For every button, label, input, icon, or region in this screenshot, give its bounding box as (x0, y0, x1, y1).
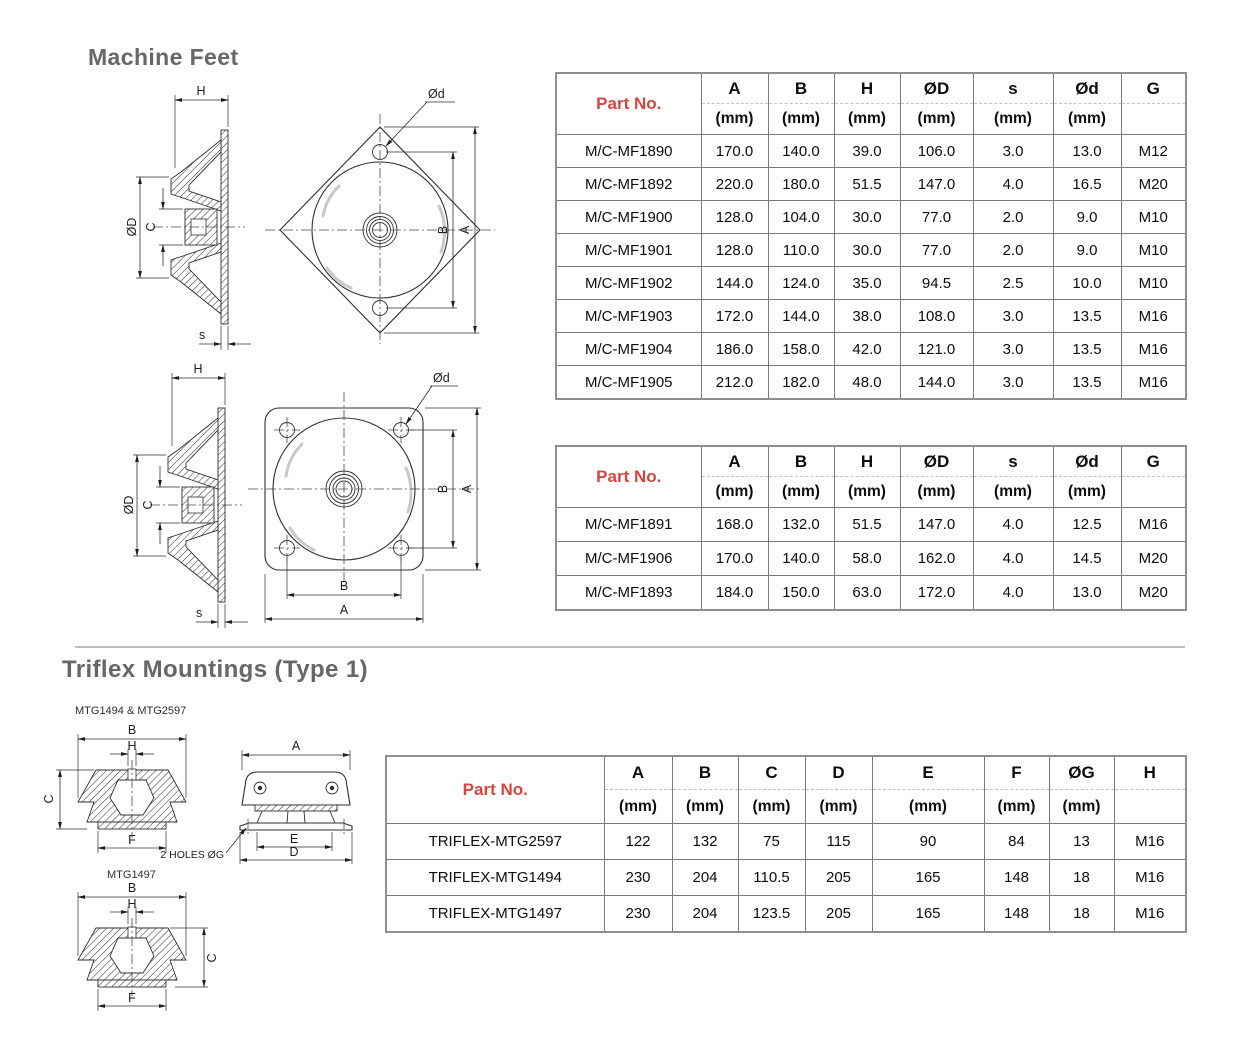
column-label: G (1146, 452, 1160, 471)
column-header (805, 756, 872, 824)
value-cell: 205 (805, 860, 872, 896)
value-cell: M10 (1121, 234, 1186, 267)
value-cell: 4.0 (973, 542, 1053, 576)
column-unit: (mm) (974, 476, 1053, 507)
column-unit: (mm) (673, 789, 738, 823)
value-cell: 18 (1049, 860, 1114, 896)
part-no-cell: M/C-MF1903 (556, 300, 701, 333)
column-header (672, 756, 738, 824)
column-label: F (1011, 763, 1022, 782)
column-header (1121, 73, 1186, 135)
column-header (701, 73, 768, 135)
value-cell: 3.0 (973, 333, 1053, 366)
column-label: H (860, 79, 874, 98)
value-cell: 230 (604, 860, 672, 896)
column-label: B (794, 452, 808, 471)
dim-label-b: B (436, 484, 450, 494)
table-row (556, 508, 1186, 542)
part-no-cell: TRIFLEX-MTG2597 (386, 824, 604, 860)
machine-foot-oval-top-view (265, 87, 495, 344)
triflex-caption-top: MTG1494 & MTG2597 (75, 705, 187, 717)
column-unit: (mm) (806, 789, 872, 823)
part-no-cell: M/C-MF1900 (556, 201, 701, 234)
column-header (1049, 756, 1114, 824)
dim-label-h2: H (127, 897, 137, 911)
value-cell: 144.0 (768, 300, 834, 333)
part-no-header: Part No. (556, 446, 701, 508)
column-unit: (mm) (769, 476, 834, 507)
value-cell: 12.5 (1053, 508, 1121, 542)
column-label: A (728, 452, 741, 471)
part-no-cell: M/C-MF1904 (556, 333, 701, 366)
holes-note: 2 HOLES ØG (160, 849, 224, 861)
dim-label-s: s (199, 328, 206, 342)
table-row (556, 135, 1186, 168)
value-cell: 144.0 (900, 366, 973, 400)
section-title-triflex: Triflex Mountings (Type 1) (62, 656, 368, 683)
dim-label-f: F (128, 833, 136, 847)
value-cell: 106.0 (900, 135, 973, 168)
value-cell: 115 (805, 824, 872, 860)
column-header (872, 756, 984, 824)
column-header (900, 73, 973, 135)
value-cell: 168.0 (701, 508, 768, 542)
column-label: B (794, 79, 808, 98)
dim-label-od: ØD (125, 217, 139, 237)
value-cell: 58.0 (834, 542, 900, 576)
value-cell: 147.0 (900, 508, 973, 542)
triflex-cross-section-2 (78, 918, 186, 996)
value-cell: 148 (984, 860, 1049, 896)
column-header (738, 756, 805, 824)
part-no-cell: M/C-MF1901 (556, 234, 701, 267)
value-cell: 84 (984, 824, 1049, 860)
value-cell: M16 (1121, 366, 1186, 400)
dim-label-hole-diameter: Ød (433, 371, 450, 385)
dim-label-b2: B (127, 881, 137, 895)
value-cell: M10 (1121, 267, 1186, 300)
column-unit: (mm) (605, 789, 672, 823)
column-unit: (mm) (1054, 476, 1121, 507)
value-cell: 18 (1049, 896, 1114, 933)
value-cell: 128.0 (701, 234, 768, 267)
value-cell: 172.0 (900, 576, 973, 611)
header-row (556, 446, 1186, 508)
value-cell: 128.0 (701, 201, 768, 234)
column-unit: (mm) (769, 103, 834, 134)
part-no-cell: M/C-MF1905 (556, 366, 701, 400)
value-cell: 170.0 (701, 135, 768, 168)
value-cell: 121.0 (900, 333, 973, 366)
value-cell: 230 (604, 896, 672, 933)
column-unit (1122, 476, 1186, 507)
value-cell: 39.0 (834, 135, 900, 168)
value-cell: 110.0 (768, 234, 834, 267)
machine-feet-table-1 (555, 72, 1185, 400)
value-cell: 14.5 (1053, 542, 1121, 576)
section-divider (75, 646, 1185, 648)
value-cell: 170.0 (701, 542, 768, 576)
dim-label-b-bottom: B (339, 579, 349, 593)
value-cell: M16 (1121, 333, 1186, 366)
part-no-cell: M/C-MF1891 (556, 508, 701, 542)
column-label: s (1008, 79, 1018, 98)
column-label: E (922, 763, 934, 782)
machine-foot-side-view-copy (122, 362, 248, 628)
column-label: D (832, 763, 845, 782)
value-cell: 132 (672, 824, 738, 860)
value-cell: 38.0 (834, 300, 900, 333)
column-header (834, 73, 900, 135)
value-cell: 13.5 (1053, 366, 1121, 400)
value-cell: 2.0 (973, 234, 1053, 267)
column-unit: (mm) (1054, 103, 1121, 134)
column-header (900, 446, 973, 508)
value-cell: 165 (872, 860, 984, 896)
dim-label-c: C (42, 794, 56, 804)
table-row (386, 860, 1186, 896)
value-cell: M20 (1121, 168, 1186, 201)
value-cell: 75 (738, 824, 805, 860)
section-title-machine-feet: Machine Feet (88, 44, 239, 70)
value-cell: M16 (1121, 300, 1186, 333)
value-cell: 77.0 (900, 234, 973, 267)
dim-label-a-bottom: A (339, 603, 349, 617)
value-cell: 186.0 (701, 333, 768, 366)
column-header (768, 446, 834, 508)
value-cell: 10.0 (1053, 267, 1121, 300)
dim-label-d: D (289, 845, 299, 859)
value-cell: 180.0 (768, 168, 834, 201)
column-unit: (mm) (835, 476, 900, 507)
dim-label-c: C (144, 222, 158, 232)
dim-label-hole-diameter: Ød (428, 87, 445, 101)
value-cell: 2.5 (973, 267, 1053, 300)
value-cell: 205 (805, 896, 872, 933)
value-cell: 4.0 (973, 508, 1053, 542)
value-cell: 123.5 (738, 896, 805, 933)
value-cell: 212.0 (701, 366, 768, 400)
column-label: H (860, 452, 874, 471)
value-cell: 144.0 (701, 267, 768, 300)
part-no-header: Part No. (386, 756, 604, 824)
column-unit: (mm) (702, 103, 768, 134)
value-cell: 104.0 (768, 201, 834, 234)
triflex-cross-section (78, 760, 186, 838)
value-cell: 204 (672, 860, 738, 896)
value-cell: 13.5 (1053, 333, 1121, 366)
column-header (1053, 446, 1121, 508)
column-header (973, 73, 1053, 135)
table-row (386, 896, 1186, 933)
value-cell: 94.5 (900, 267, 973, 300)
value-cell: 158.0 (768, 333, 834, 366)
column-header (1114, 756, 1186, 824)
table-row (556, 576, 1186, 611)
value-cell: 63.0 (834, 576, 900, 611)
header-row (556, 73, 1186, 135)
value-cell: M12 (1121, 135, 1186, 168)
value-cell: 13.5 (1053, 300, 1121, 333)
dim-label-a: A (458, 225, 472, 235)
value-cell: 148 (984, 896, 1049, 933)
value-cell: 220.0 (701, 168, 768, 201)
value-cell: 204 (672, 896, 738, 933)
value-cell: 147.0 (900, 168, 973, 201)
dim-label-h: H (196, 84, 206, 98)
part-no-cell: TRIFLEX-MTG1494 (386, 860, 604, 896)
machine-feet-table-2 (555, 445, 1185, 611)
value-cell: 9.0 (1053, 234, 1121, 267)
table-row (556, 267, 1186, 300)
dim-label-a: A (291, 739, 301, 753)
value-cell: M16 (1114, 896, 1186, 933)
column-unit: (mm) (873, 789, 984, 823)
value-cell: 4.0 (973, 576, 1053, 611)
column-header (1053, 73, 1121, 135)
value-cell: M10 (1121, 201, 1186, 234)
table-row (556, 234, 1186, 267)
dim-label-b: B (436, 225, 450, 235)
triflex-side-elevation (160, 739, 352, 864)
value-cell: 108.0 (900, 300, 973, 333)
column-label: G (1146, 79, 1160, 98)
value-cell: 30.0 (834, 201, 900, 234)
column-unit: (mm) (1050, 789, 1114, 823)
dim-label-b: B (127, 723, 137, 737)
value-cell: 13 (1049, 824, 1114, 860)
column-label: Ød (1075, 452, 1099, 471)
value-cell: M16 (1114, 860, 1186, 896)
value-cell: 77.0 (900, 201, 973, 234)
value-cell: 150.0 (768, 576, 834, 611)
part-no-header: Part No. (556, 73, 701, 135)
value-cell: M20 (1121, 542, 1186, 576)
column-label: ØG (1068, 763, 1095, 782)
column-label: Ød (1075, 79, 1099, 98)
value-cell: 172.0 (701, 300, 768, 333)
dim-label-e: E (289, 832, 299, 846)
header-row (386, 756, 1186, 824)
dim-label-f2: F (128, 991, 136, 1005)
part-no-cell: M/C-MF1892 (556, 168, 701, 201)
column-unit: (mm) (985, 789, 1049, 823)
table-row (556, 333, 1186, 366)
machine-foot-side-view (125, 84, 251, 350)
column-label: ØD (923, 452, 950, 471)
value-cell: M16 (1114, 824, 1186, 860)
column-unit: (mm) (739, 789, 805, 823)
machine-foot-oval-drawing (125, 82, 500, 360)
part-no-cell: TRIFLEX-MTG1497 (386, 896, 604, 933)
value-cell: 9.0 (1053, 201, 1121, 234)
value-cell: 124.0 (768, 267, 834, 300)
value-cell: 42.0 (834, 333, 900, 366)
machine-foot-square-top-view (248, 371, 481, 623)
table-row (556, 542, 1186, 576)
value-cell: 13.0 (1053, 135, 1121, 168)
part-no-cell: M/C-MF1906 (556, 542, 701, 576)
column-label: A (728, 79, 741, 98)
part-no-cell: M/C-MF1890 (556, 135, 701, 168)
value-cell: 51.5 (834, 168, 900, 201)
value-cell: 184.0 (701, 576, 768, 611)
column-unit: (mm) (702, 476, 768, 507)
value-cell: 182.0 (768, 366, 834, 400)
value-cell: 132.0 (768, 508, 834, 542)
value-cell: 16.5 (1053, 168, 1121, 201)
column-unit: (mm) (835, 103, 900, 134)
value-cell: M16 (1121, 508, 1186, 542)
value-cell: 162.0 (900, 542, 973, 576)
column-header (984, 756, 1049, 824)
column-unit: (mm) (901, 476, 973, 507)
dim-label-a: A (460, 484, 474, 494)
column-header (1121, 446, 1186, 508)
column-header (834, 446, 900, 508)
triflex-mountings-drawing (30, 698, 382, 1028)
part-no-cell: M/C-MF1893 (556, 576, 701, 611)
column-unit: (mm) (974, 103, 1053, 134)
value-cell: 3.0 (973, 300, 1053, 333)
column-label: s (1008, 452, 1018, 471)
value-cell: 110.5 (738, 860, 805, 896)
dim-label-h: H (127, 739, 137, 753)
value-cell: 140.0 (768, 135, 834, 168)
machine-foot-square-drawing (80, 352, 520, 642)
part-no-cell: M/C-MF1902 (556, 267, 701, 300)
column-label: B (698, 763, 712, 782)
column-label: ØD (923, 79, 950, 98)
column-header (604, 756, 672, 824)
column-unit: (mm) (901, 103, 973, 134)
value-cell: 165 (872, 896, 984, 933)
column-unit (1122, 103, 1186, 134)
value-cell: 122 (604, 824, 672, 860)
value-cell: 2.0 (973, 201, 1053, 234)
value-cell: 51.5 (834, 508, 900, 542)
value-cell: 48.0 (834, 366, 900, 400)
value-cell: M20 (1121, 576, 1186, 611)
value-cell: 35.0 (834, 267, 900, 300)
value-cell: 3.0 (973, 135, 1053, 168)
value-cell: 3.0 (973, 366, 1053, 400)
dim-label-c2: C (205, 953, 219, 963)
table-row (556, 366, 1186, 400)
value-cell: 13.0 (1053, 576, 1121, 611)
table-row (386, 824, 1186, 860)
value-cell: 90 (872, 824, 984, 860)
column-header (701, 446, 768, 508)
table-row (556, 300, 1186, 333)
table-row (556, 201, 1186, 234)
column-label: A (631, 763, 645, 782)
triflex-table (385, 755, 1185, 933)
column-unit (1115, 789, 1186, 823)
column-header (973, 446, 1053, 508)
column-label: C (765, 763, 778, 782)
value-cell: 4.0 (973, 168, 1053, 201)
column-header (768, 73, 834, 135)
column-label: H (1143, 763, 1156, 782)
table-row (556, 168, 1186, 201)
value-cell: 140.0 (768, 542, 834, 576)
value-cell: 30.0 (834, 234, 900, 267)
triflex-caption-bottom: MTG1497 (107, 869, 156, 881)
